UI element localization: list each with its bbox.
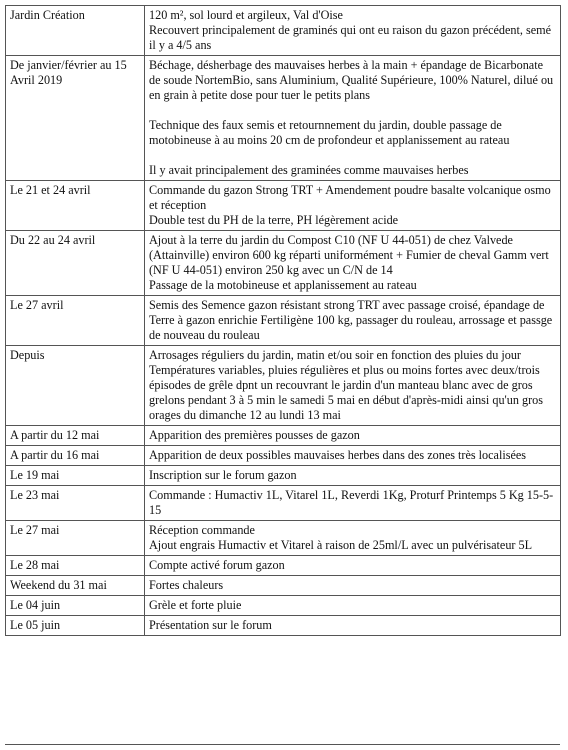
table-row: [6, 521, 561, 556]
table-row: [6, 616, 561, 636]
date-cell: Du 22 au 24 avril: [6, 231, 145, 296]
garden-journal-table: [5, 5, 561, 636]
table-row: [6, 56, 561, 181]
table-row: [6, 556, 561, 576]
table-row: [6, 466, 561, 486]
date-cell: Le 19 mai: [6, 466, 145, 486]
description-cell: Arrosages réguliers du jardin, matin et/ou soir en fonction des pluies du jour Températures variables, pluies régulières et plus ou moins fortes avec deux/trois épisodes de grêle dpnt un recouvrant le jardin d'un manteau blanc avec de gros grelons pendant 3 à 5 min le samedi 5 mai en début d'après-midi ainsi qu'un gros orages du dimanche 12 au lundi 13 mai: [145, 346, 561, 426]
table-row: [6, 231, 561, 296]
table-row: [6, 596, 561, 616]
table-row: [6, 296, 561, 346]
table-row: [6, 346, 561, 426]
description-cell: Grèle et forte pluie: [145, 596, 561, 616]
table-row: [6, 181, 561, 231]
table-row: [6, 486, 561, 521]
description-cell: Commande : Humactiv 1L, Vitarel 1L, Reverdi 1Kg, Proturf Printemps 5 Kg 15-5-15: [145, 486, 561, 521]
description-cell: Apparition de deux possibles mauvaises herbes dans des zones très localisées: [145, 446, 561, 466]
date-cell: De janvier/février au 15 Avril 2019: [6, 56, 145, 181]
table-row: [6, 576, 561, 596]
description-cell: Présentation sur le forum: [145, 616, 561, 636]
description-cell: 120 m², sol lourd et argileux, Val d'Oise Recouvert principalement de graminés qui ont eu raison du gazon précédent, semé il y a 4/5 ans: [145, 6, 561, 56]
table-row: [6, 426, 561, 446]
description-cell: Semis des Semence gazon résistant strong TRT avec passage croisé, épandage de Terre à gazon enrichie Fertiligène 100 kg, passager du rouleau, arrossage et passge de nouveau du rouleau: [145, 296, 561, 346]
date-cell: Le 28 mai: [6, 556, 145, 576]
description-cell: Inscription sur le forum gazon: [145, 466, 561, 486]
date-cell: Le 27 avril: [6, 296, 145, 346]
description-cell: Compte activé forum gazon: [145, 556, 561, 576]
date-cell: Le 21 et 24 avril: [6, 181, 145, 231]
description-cell: Béchage, désherbage des mauvaises herbes à la main + épandage de Bicarbonate de soude NortemBio, sans Aluminium, Qualité Supérieure, 100% Naturel, dilué ou en grain à petite dose pour tuer le petits plans Technique des faux semis et retournnement du jardin, double passage de motobineuse à au moins 20 cm de profondeur et applanissement au rateau Il y avait principalement des graminées comme mauvaises herbes: [145, 56, 561, 181]
date-cell: A partir du 12 mai: [6, 426, 145, 446]
date-cell: Depuis: [6, 346, 145, 426]
description-cell: Réception commande Ajout engrais Humactiv et Vitarel à raison de 25ml/L avec un pulvérisateur 5L: [145, 521, 561, 556]
table-row: [6, 446, 561, 466]
date-cell: Le 27 mai: [6, 521, 145, 556]
description-cell: Commande du gazon Strong TRT + Amendement poudre basalte volcanique osmo et réception Double test du PH de la terre, PH légèrement acide: [145, 181, 561, 231]
table-bottom-divider: [5, 744, 560, 745]
date-cell: Le 23 mai: [6, 486, 145, 521]
description-cell: Fortes chaleurs: [145, 576, 561, 596]
description-cell: Ajout à la terre du jardin du Compost C10 (NF U 44-051) de chez Valvede (Attainville) environ 600 kg réparti uniformément + Fumier de cheval Gamm vert (NF U 44-051) environ 250 kg avec un C/N de 14 Passage de la motobineuse et applanissement au rateau: [145, 231, 561, 296]
date-cell: Le 04 juin: [6, 596, 145, 616]
table-row: [6, 6, 561, 56]
date-cell: Weekend du 31 mai: [6, 576, 145, 596]
description-cell: Apparition des premières pousses de gazon: [145, 426, 561, 446]
date-cell: A partir du 16 mai: [6, 446, 145, 466]
date-cell: Le 05 juin: [6, 616, 145, 636]
date-cell: Jardin Création: [6, 6, 145, 56]
